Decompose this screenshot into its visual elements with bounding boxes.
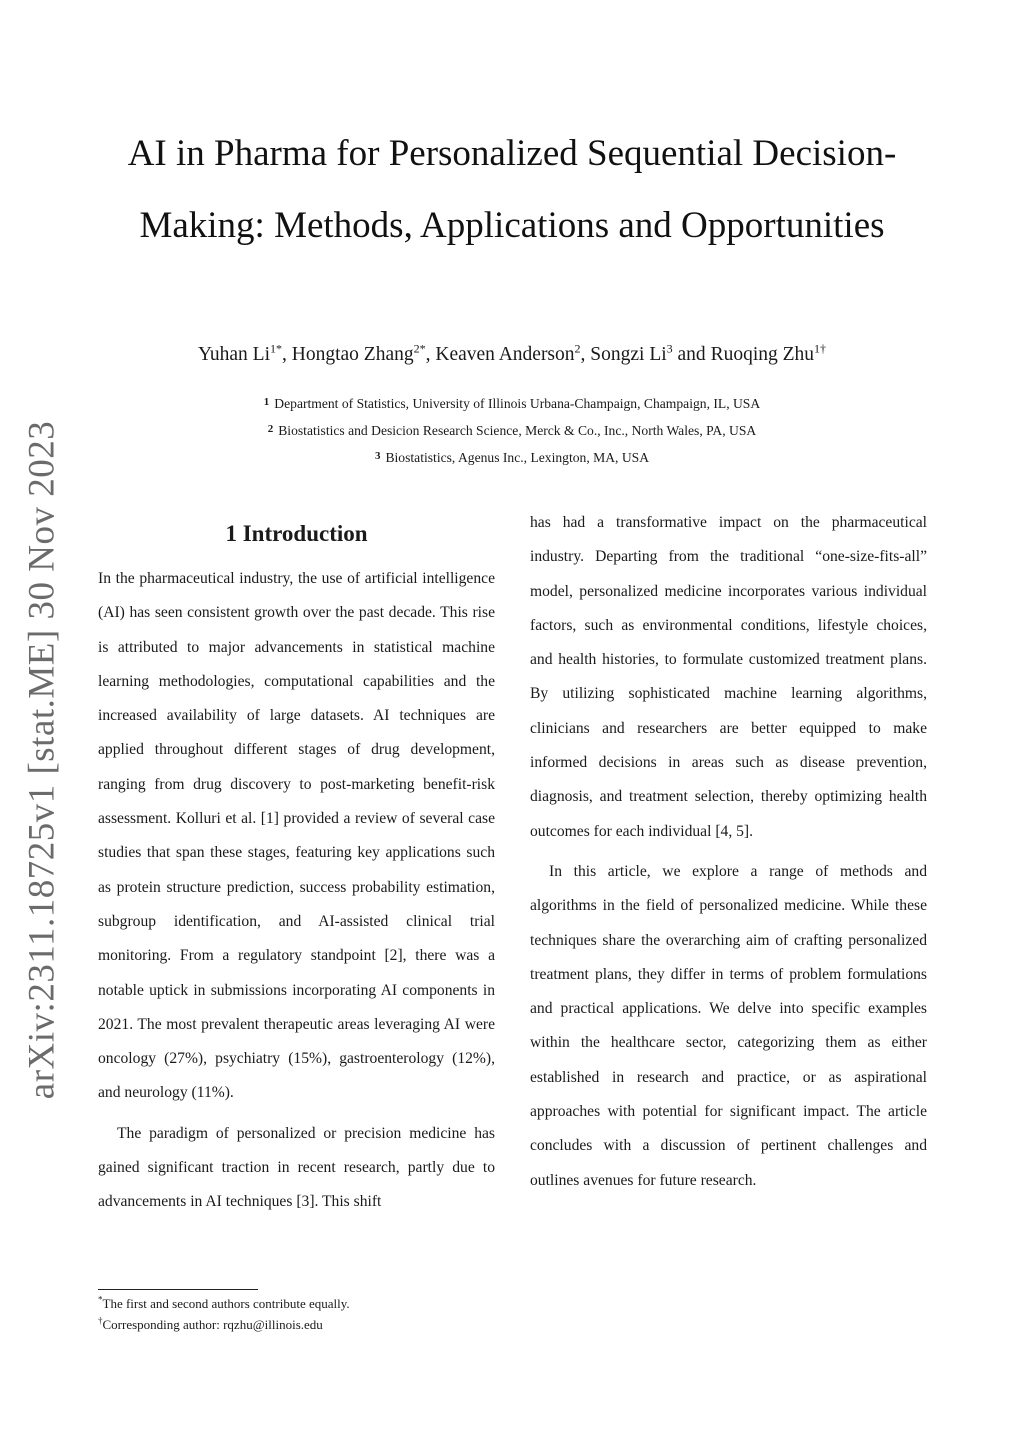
footnote: [98, 1314, 598, 1335]
arxiv-identifier[interactable]: arXiv:2311.18725v1 [stat.ME] 30 Nov 2023: [21, 420, 63, 1100]
author-name: Songzi Li: [590, 344, 667, 365]
body-paragraph: In the pharmaceutical industry, the use of artificial intelligence (AI) has seen consistent growth over the past decade. This rise is attributed to major advancements in statistical machine learning methodologies, computational capabilities and the increased availability of large datasets. AI techniques are applied throughout different stages of drug development, ranging from drug discovery to post-marketing benefit-risk assessment. Kolluri et al. [1] provided a review of several case studies that span these stages, featuring key applications such as protein structure prediction, success probability estimation, subgroup identification, and AI-assisted clinical trial monitoring. From a regulatory standpoint [2], there was a notable uptick in submissions incorporating AI components in 2021. The most prevalent therapeutic areas leveraging AI were oncology (27%), psychiatry (15%), gastroenterology (12%), and neurology (11%).: [98, 570, 495, 1102]
footnote-mark: †: [98, 1315, 103, 1326]
author-list: Yuhan $Li^{1*}$, Hongtao Zhang$^{2*}$, Keaven Anderson$^2$, Songzi Li$^3$ and Ruoqing Zhu$^{1\dagger}$: [197, 341, 827, 365]
left-column: [98, 506, 495, 1220]
section-number: 1: [225, 521, 237, 546]
affiliation-text: Biostatistics, Agenus Inc., Lexington, MA, USA: [385, 450, 650, 465]
footnote-text[interactable]: Corresponding author: rqzhu@illinois.edu: [102, 1317, 323, 1332]
affiliation-number: 3: [374, 450, 381, 462]
author-affiliation-mark: 1†: [814, 341, 827, 356]
author-name: Keaven Anderson: [435, 344, 575, 365]
footnote: [98, 1293, 598, 1314]
footnote-text: The first and second authors contribute equally.: [102, 1296, 350, 1311]
author-affiliation-mark: 3: [666, 341, 673, 356]
author-affiliation-mark: 1*: [270, 341, 282, 356]
footnote-divider: [98, 1289, 258, 1290]
body-paragraph: In this article, we explore a range of methods and algorithms in the field of personalized medicine. While these techniques share the overarching aim of crafting personalized treatment plans, they differ in terms of problem formulations and practical applications. We delve into specific examples within the healthcare sector, categorizing them as either established in research and practice, or as aspirational approaches with potential for significant impact. The article concludes with a discussion of pertinent challenges and outlines avenues for future research.: [530, 862, 927, 1189]
author-name: Ruoqing Zhu: [710, 344, 815, 365]
section-title: Introduction: [242, 521, 368, 546]
affiliation-number: 2: [267, 423, 274, 435]
right-column: [530, 506, 927, 1198]
affiliation-number: 1: [263, 396, 270, 408]
author-affiliation-mark: 2*: [413, 341, 426, 356]
author-affiliation-mark: 2: [574, 341, 581, 356]
footnote-mark: *: [98, 1294, 103, 1305]
author-name: Yuhan Li: [197, 344, 270, 365]
body-paragraph: has had a transformative impact on the pharmaceutical industry. Departing from the traditional “one-size-fits-all” model, personalized medicine incorporates various individual factors, such as environmental conditions, lifestyle choices, and health histories, to formulate customized treatment plans. By utilizing sophisticated machine learning algorithms, clinicians and researchers are better equipped to make informed decisions in areas such as disease prevention, diagnosis, and treatment selection, thereby optimizing health outcomes for each individual [4, 5].: [530, 514, 927, 840]
affiliation-text: Biostatistics and Desicion Research Science, Merck & Co., Inc., North Wales, PA, USA: [278, 423, 757, 438]
paper-title: AI in Pharma for Personalized Sequential Decision-Making: Methods, Applications and Opportunities: [127, 133, 897, 246]
author-name: Hongtao Zhang: [291, 344, 414, 365]
arxiv-identifier-margin: [12, 0, 72, 1448]
affiliation-item: [110, 416, 914, 443]
footnotes: [98, 1293, 598, 1335]
body-paragraph: The paradigm of personalized or precision medicine has gained significant traction in recent research, partly due to advancements in AI techniques [3]. This shift: [98, 1124, 495, 1211]
affiliation-item: [110, 443, 914, 470]
section-heading: [98, 506, 495, 562]
affiliation-item: [110, 389, 914, 416]
affiliation-text: Department of Statistics, University of Illinois Urbana-Champaign, Champaign, IL, USA: [274, 396, 761, 411]
affiliation-list: [110, 389, 914, 470]
